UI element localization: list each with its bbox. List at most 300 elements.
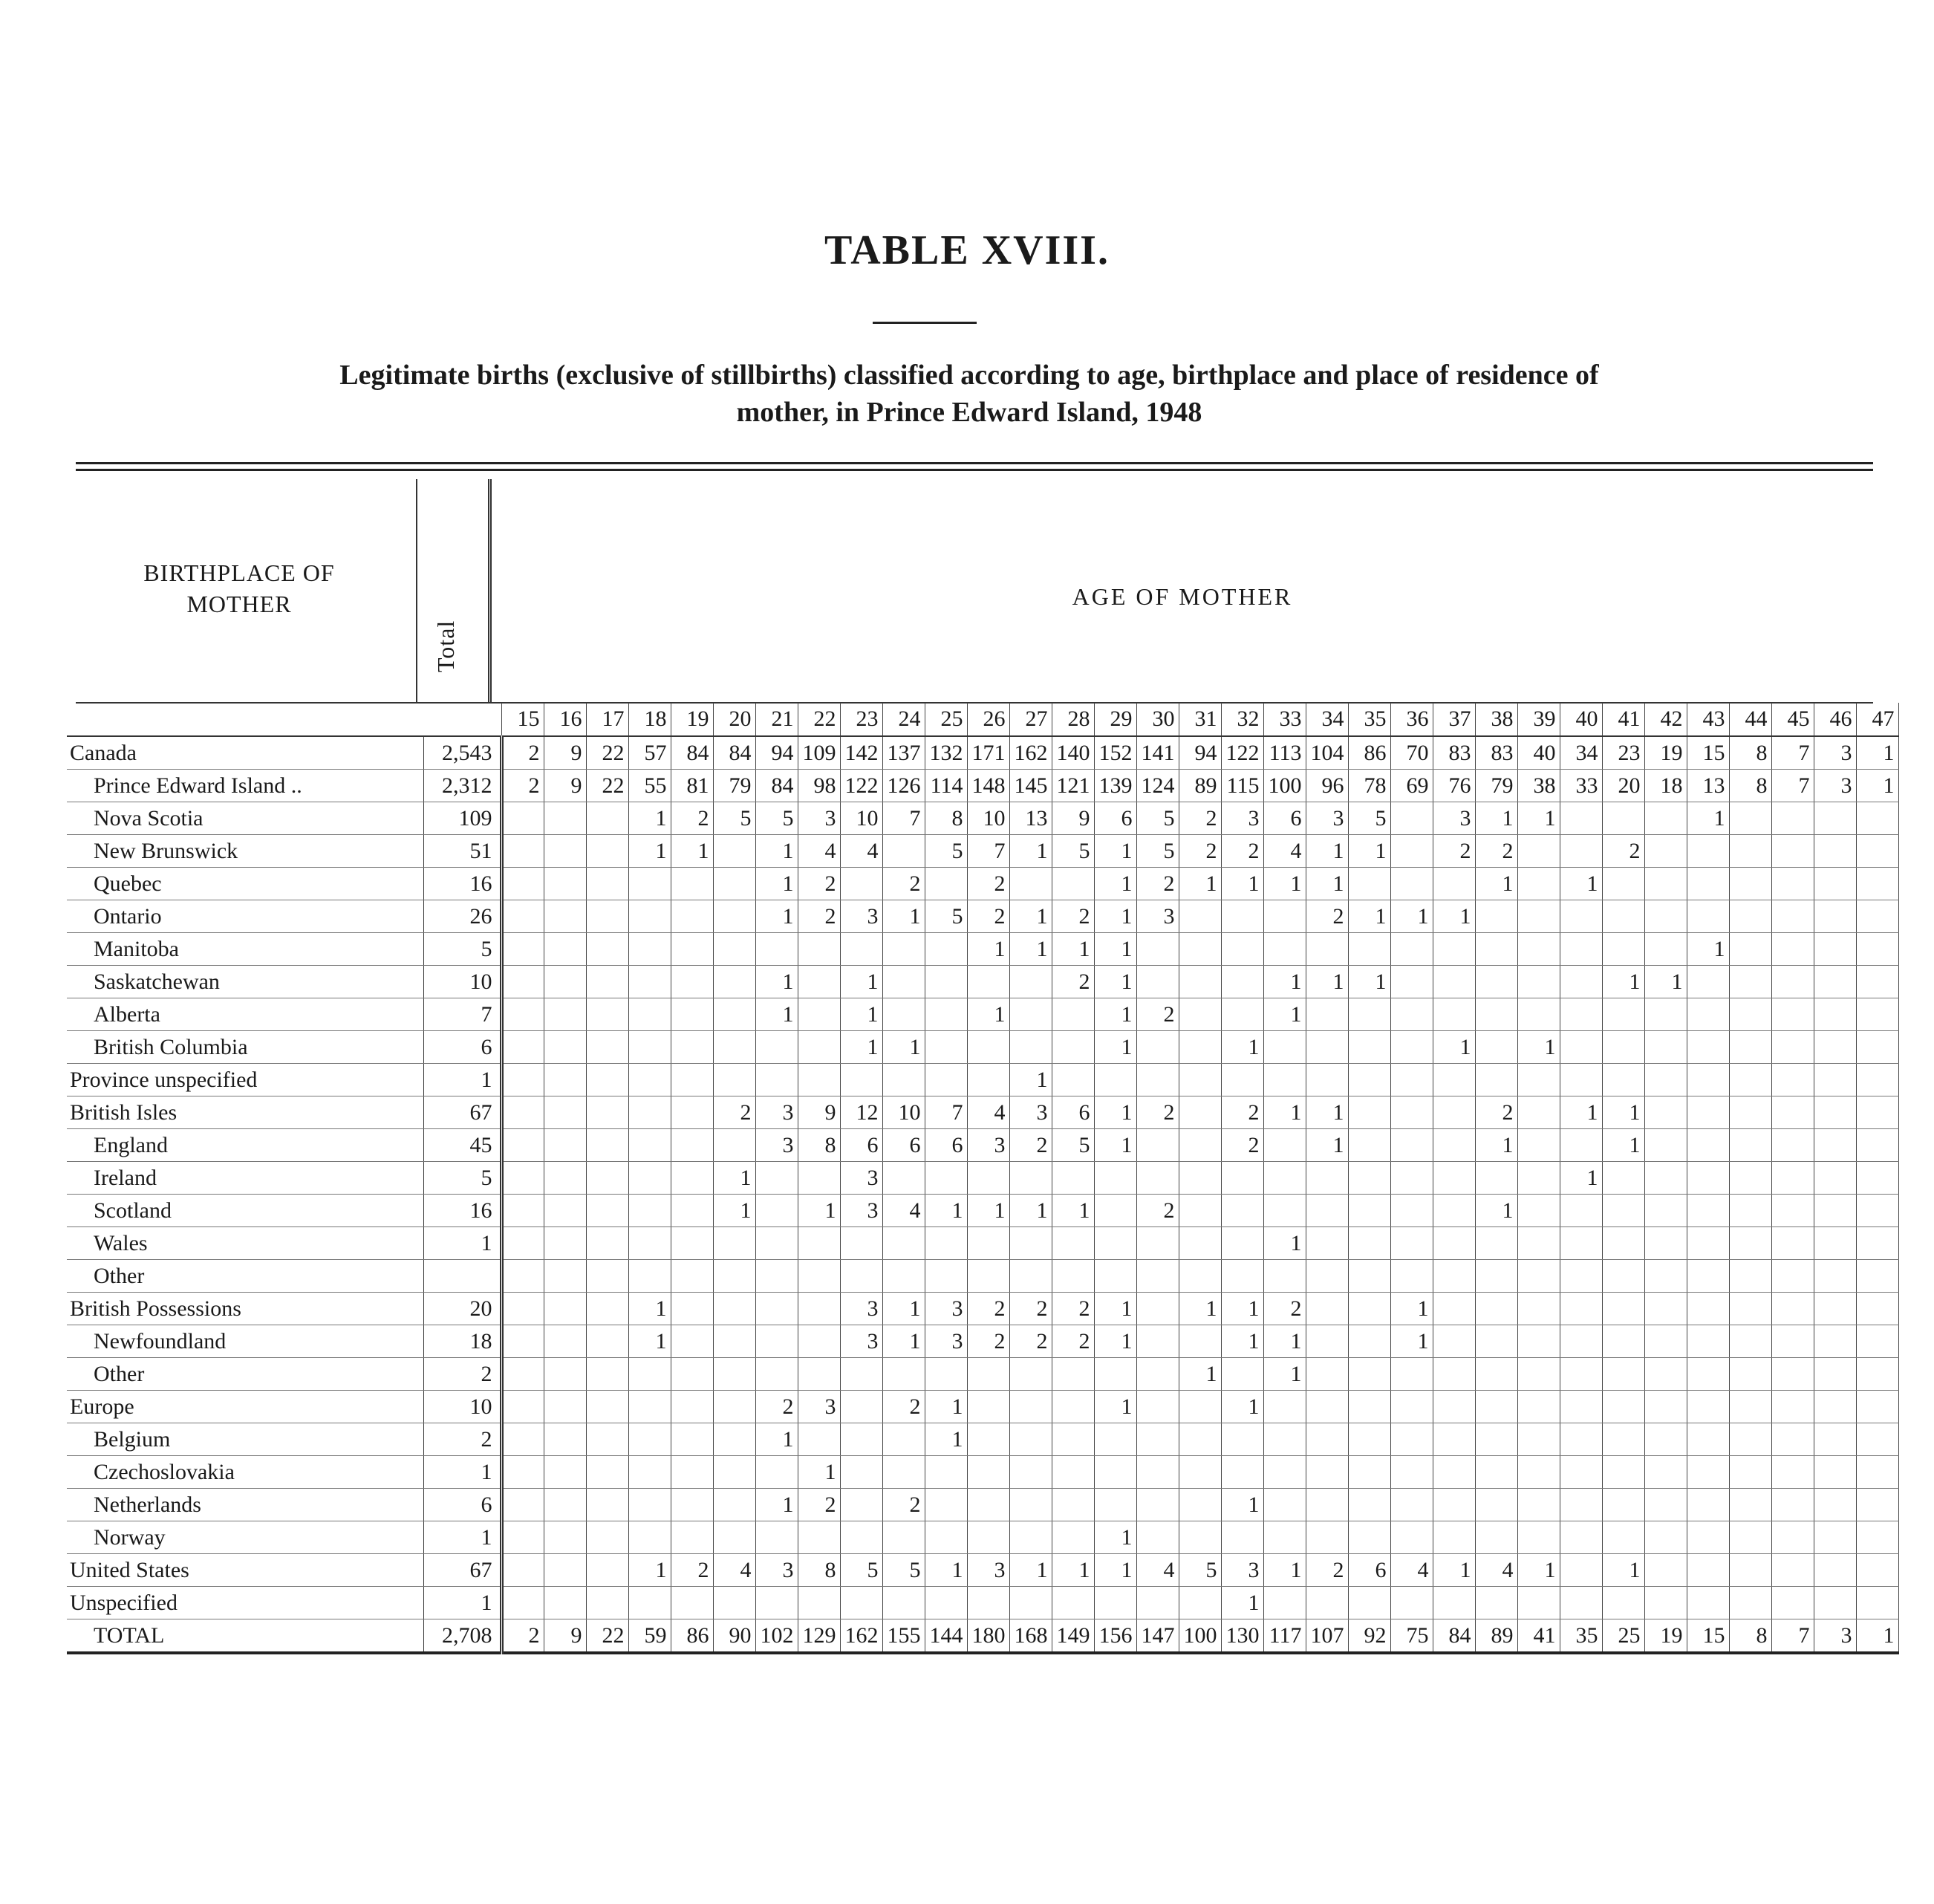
age-cell	[1475, 1391, 1517, 1423]
row-total: 7	[423, 998, 501, 1031]
age-cell	[1560, 1325, 1602, 1358]
age-cell	[671, 1227, 713, 1260]
age-cell: 1	[882, 1325, 925, 1358]
age-cell	[1517, 1064, 1560, 1096]
age-cell: 2	[967, 868, 1009, 900]
age-cell	[1348, 1096, 1390, 1129]
age-cell: 1	[1179, 1358, 1221, 1391]
age-cell: 6	[1263, 802, 1306, 835]
age-cell	[882, 835, 925, 868]
age-cell: 1	[1009, 835, 1052, 868]
age-cell	[1390, 998, 1433, 1031]
age-cell	[967, 1423, 1009, 1456]
row-total: 51	[423, 835, 501, 868]
age-cell	[544, 1391, 586, 1423]
age-cell	[1687, 1489, 1729, 1521]
age-cell: 1	[1052, 1554, 1094, 1587]
age-header-47: 47	[1856, 703, 1898, 736]
age-cell: 5	[925, 900, 967, 933]
age-cell	[713, 933, 755, 966]
age-cell: 2	[1009, 1129, 1052, 1162]
age-cell	[1475, 1456, 1517, 1489]
age-cell: 7	[1771, 1619, 1814, 1654]
age-cell	[586, 1423, 628, 1456]
age-cell: 4	[882, 1195, 925, 1227]
age-cell	[1179, 1227, 1221, 1260]
row-total: 2,312	[423, 770, 501, 802]
age-cell: 1	[1094, 1293, 1136, 1325]
age-cell: 152	[1094, 736, 1136, 770]
age-header-38: 38	[1475, 703, 1517, 736]
row-total: 109	[423, 802, 501, 835]
age-cell	[1221, 998, 1263, 1031]
age-cell	[1729, 933, 1771, 966]
header-blank-total	[423, 703, 501, 736]
age-cell	[1221, 900, 1263, 933]
age-cell	[840, 1423, 882, 1456]
age-cell: 1	[1009, 1064, 1052, 1096]
age-cell	[1517, 998, 1560, 1031]
age-cell: 2	[1136, 998, 1179, 1031]
age-cell	[1052, 1162, 1094, 1195]
age-cell	[1348, 1423, 1390, 1456]
age-cell	[1433, 1195, 1475, 1227]
age-cell	[1263, 1423, 1306, 1456]
age-cell	[1729, 1064, 1771, 1096]
row-total: 2	[423, 1358, 501, 1391]
age-cell: 1	[1306, 1129, 1348, 1162]
age-cell	[1433, 998, 1475, 1031]
age-cell: 1	[967, 1195, 1009, 1227]
age-cell: 7	[1771, 770, 1814, 802]
age-cell	[755, 1456, 798, 1489]
age-cell: 1	[1390, 1293, 1433, 1325]
age-header-30: 30	[1136, 703, 1179, 736]
age-cell	[501, 1554, 544, 1587]
age-cell	[1094, 1358, 1136, 1391]
age-cell	[1856, 1587, 1898, 1619]
row-label: New Brunswick	[67, 835, 423, 868]
age-cell: 7	[967, 835, 1009, 868]
age-cell	[1856, 1554, 1898, 1587]
age-cell	[1517, 835, 1560, 868]
age-cell	[1771, 1423, 1814, 1456]
age-cell	[1306, 1358, 1348, 1391]
age-cell	[501, 1358, 544, 1391]
age-cell	[1560, 1391, 1602, 1423]
row-label: Belgium	[67, 1423, 423, 1456]
age-cell: 2	[1475, 1096, 1517, 1129]
age-cell	[1390, 1162, 1433, 1195]
age-cell: 22	[586, 1619, 628, 1654]
age-cell	[798, 966, 840, 998]
age-cell	[755, 1521, 798, 1554]
row-total: 20	[423, 1293, 501, 1325]
table-row	[67, 1293, 1898, 1325]
age-cell	[1644, 1293, 1687, 1325]
age-cell: 6	[840, 1129, 882, 1162]
age-cell	[1179, 1162, 1221, 1195]
age-cell	[925, 1358, 967, 1391]
age-cell: 1	[1602, 1096, 1644, 1129]
age-cell: 1	[1348, 835, 1390, 868]
row-label: Czechoslovakia	[67, 1456, 423, 1489]
age-cell	[798, 1162, 840, 1195]
age-cell	[1306, 1489, 1348, 1521]
age-cell	[1560, 1064, 1602, 1096]
age-cell: 5	[1052, 835, 1094, 868]
birthplace-header-line-2: MOTHER	[186, 591, 292, 617]
age-cell	[925, 1162, 967, 1195]
age-cell	[755, 1293, 798, 1325]
age-cell	[1475, 1489, 1517, 1521]
age-cell	[925, 1227, 967, 1260]
age-cell: 6	[1052, 1096, 1094, 1129]
age-header-28: 28	[1052, 703, 1094, 736]
age-cell	[1856, 1064, 1898, 1096]
age-cell	[1771, 998, 1814, 1031]
age-cell	[1687, 1456, 1729, 1489]
age-cell	[1179, 1064, 1221, 1096]
age-cell	[1390, 1064, 1433, 1096]
age-header-19: 19	[671, 703, 713, 736]
age-cell	[1560, 1456, 1602, 1489]
age-cell: 3	[840, 1293, 882, 1325]
age-cell: 1	[755, 966, 798, 998]
age-cell	[1517, 1293, 1560, 1325]
age-cell	[1602, 998, 1644, 1031]
age-cell	[840, 1587, 882, 1619]
age-cell: 114	[925, 770, 967, 802]
age-cell	[1433, 1096, 1475, 1129]
age-cell	[586, 1489, 628, 1521]
age-cell: 2	[1221, 835, 1263, 868]
age-cell	[1814, 900, 1856, 933]
age-cell	[1814, 1260, 1856, 1293]
age-cell: 86	[1348, 736, 1390, 770]
age-cell: 2	[501, 736, 544, 770]
age-cell	[1856, 868, 1898, 900]
age-cell	[671, 1096, 713, 1129]
age-cell	[1009, 1358, 1052, 1391]
birthplace-header	[105, 557, 373, 620]
age-cell	[1136, 1325, 1179, 1358]
age-cell	[1009, 1423, 1052, 1456]
age-cell: 130	[1221, 1619, 1263, 1654]
age-cell	[1771, 1587, 1814, 1619]
age-header-39: 39	[1517, 703, 1560, 736]
age-cell	[798, 1031, 840, 1064]
age-cell: 1	[1856, 770, 1898, 802]
age-cell	[1221, 1423, 1263, 1456]
row-label: Nova Scotia	[67, 802, 423, 835]
age-cell	[882, 933, 925, 966]
age-cell: 1	[1094, 933, 1136, 966]
age-cell: 40	[1517, 736, 1560, 770]
row-total: 45	[423, 1129, 501, 1162]
age-cell	[1602, 933, 1644, 966]
age-cell: 113	[1263, 736, 1306, 770]
age-cell	[1560, 1031, 1602, 1064]
age-cell	[1433, 1227, 1475, 1260]
age-cell	[544, 998, 586, 1031]
age-cell	[1602, 1260, 1644, 1293]
age-cell	[671, 1521, 713, 1554]
age-cell	[1814, 1293, 1856, 1325]
age-cell	[1306, 1587, 1348, 1619]
age-cell	[798, 1227, 840, 1260]
age-cell	[1263, 1260, 1306, 1293]
age-cell: 1	[1390, 1325, 1433, 1358]
age-cell: 162	[1009, 736, 1052, 770]
age-cell	[544, 1195, 586, 1227]
age-cell	[1602, 802, 1644, 835]
age-cell	[586, 802, 628, 835]
age-cell	[1644, 1227, 1687, 1260]
age-cell	[1856, 1195, 1898, 1227]
age-cell	[1644, 1096, 1687, 1129]
age-cell	[1136, 1587, 1179, 1619]
age-cell	[628, 1096, 671, 1129]
age-cell	[925, 1456, 967, 1489]
age-cell: 2	[501, 1619, 544, 1654]
table-title: TABLE XVIII.	[824, 227, 1110, 273]
age-cell: 137	[882, 736, 925, 770]
age-cell	[1052, 1489, 1094, 1521]
table-header	[76, 479, 1873, 702]
age-cell: 2	[1306, 1554, 1348, 1587]
age-cell	[628, 1162, 671, 1195]
age-cell	[1348, 1129, 1390, 1162]
age-cell: 13	[1009, 802, 1052, 835]
age-cell: 96	[1306, 770, 1348, 802]
age-cell: 1	[1602, 966, 1644, 998]
age-cell	[925, 1587, 967, 1619]
age-cell: 8	[925, 802, 967, 835]
age-cell: 144	[925, 1619, 967, 1654]
age-cell	[501, 900, 544, 933]
row-total	[423, 1260, 501, 1293]
age-cell	[1814, 802, 1856, 835]
age-cell	[1560, 1129, 1602, 1162]
age-cell	[1433, 1129, 1475, 1162]
age-cell: 1	[671, 835, 713, 868]
age-cell	[1179, 900, 1221, 933]
age-cell	[1814, 1031, 1856, 1064]
age-cell	[1644, 868, 1687, 900]
age-cell: 2	[1221, 1096, 1263, 1129]
age-cell	[1263, 1521, 1306, 1554]
age-cell	[925, 1260, 967, 1293]
age-cell	[1009, 1521, 1052, 1554]
age-cell	[586, 1358, 628, 1391]
age-cell	[1602, 1325, 1644, 1358]
age-cell: 2	[1179, 802, 1221, 835]
age-header-29: 29	[1094, 703, 1136, 736]
age-header-37: 37	[1433, 703, 1475, 736]
row-total: 1	[423, 1521, 501, 1554]
age-cell	[798, 1064, 840, 1096]
age-cell: 2	[1306, 900, 1348, 933]
age-cell: 1	[1263, 998, 1306, 1031]
age-cell: 2	[1136, 868, 1179, 900]
age-cell	[671, 1358, 713, 1391]
age-cell	[1856, 1521, 1898, 1554]
age-cell	[1644, 1489, 1687, 1521]
age-cell	[1433, 1162, 1475, 1195]
age-cell	[1602, 1423, 1644, 1456]
age-cell	[967, 1162, 1009, 1195]
age-cell	[586, 1227, 628, 1260]
age-cell: 1	[713, 1195, 755, 1227]
age-cell	[628, 933, 671, 966]
age-cell	[1687, 1260, 1729, 1293]
age-cell	[1179, 1031, 1221, 1064]
table-row	[67, 1031, 1898, 1064]
age-cell: 2	[882, 1489, 925, 1521]
age-cell: 3	[840, 1325, 882, 1358]
age-cell: 92	[1348, 1619, 1390, 1654]
table-row	[67, 1554, 1898, 1587]
age-cell	[1263, 1456, 1306, 1489]
age-cell: 94	[1179, 736, 1221, 770]
age-cell	[1517, 1358, 1560, 1391]
age-cell	[1602, 1391, 1644, 1423]
age-cell	[1644, 1423, 1687, 1456]
row-label: British Columbia	[67, 1031, 423, 1064]
age-cell	[1263, 1031, 1306, 1064]
age-cell	[840, 1456, 882, 1489]
age-cell: 1	[628, 802, 671, 835]
age-cell	[586, 1293, 628, 1325]
age-cell	[1433, 1293, 1475, 1325]
age-cell	[671, 1489, 713, 1521]
age-cell: 2	[1009, 1293, 1052, 1325]
age-cell	[1179, 1423, 1221, 1456]
age-cell	[1517, 1260, 1560, 1293]
age-cell	[1644, 1587, 1687, 1619]
age-cell: 7	[925, 1096, 967, 1129]
age-cell	[586, 1129, 628, 1162]
age-cell: 107	[1306, 1619, 1348, 1654]
age-cell	[840, 1489, 882, 1521]
age-header-33: 33	[1263, 703, 1306, 736]
age-cell: 1	[1687, 802, 1729, 835]
age-cell	[501, 1031, 544, 1064]
age-cell	[1644, 1358, 1687, 1391]
age-cell	[1771, 1096, 1814, 1129]
age-cell	[1687, 1587, 1729, 1619]
age-cell	[840, 933, 882, 966]
age-cell: 3	[798, 802, 840, 835]
row-label: Other	[67, 1358, 423, 1391]
age-cell	[1306, 1195, 1348, 1227]
age-cell	[1602, 1293, 1644, 1325]
age-cell: 2	[501, 770, 544, 802]
age-cell	[628, 966, 671, 998]
age-cell	[1221, 966, 1263, 998]
row-label: United States	[67, 1554, 423, 1587]
age-cell	[1771, 966, 1814, 998]
age-cell	[798, 1587, 840, 1619]
age-cell	[1687, 1031, 1729, 1064]
age-cell	[544, 966, 586, 998]
age-cell	[586, 1554, 628, 1587]
age-cell: 122	[840, 770, 882, 802]
row-total: 18	[423, 1325, 501, 1358]
age-cell	[1644, 1521, 1687, 1554]
age-cell	[1052, 998, 1094, 1031]
title-rule	[873, 322, 977, 324]
age-cell: 1	[1263, 1554, 1306, 1587]
age-cell: 1	[1094, 835, 1136, 868]
age-cell: 1	[1221, 1325, 1263, 1358]
age-cell: 1	[925, 1195, 967, 1227]
age-cell	[628, 998, 671, 1031]
age-cell: 2	[1433, 835, 1475, 868]
age-cell	[1136, 933, 1179, 966]
age-cell: 171	[967, 736, 1009, 770]
age-cell	[1560, 966, 1602, 998]
age-cell	[628, 1195, 671, 1227]
age-cell	[1433, 1260, 1475, 1293]
age-cell	[586, 868, 628, 900]
age-cell	[840, 1227, 882, 1260]
age-cell	[586, 966, 628, 998]
age-cell	[1814, 998, 1856, 1031]
age-cell	[1306, 1064, 1348, 1096]
age-cell: 1	[882, 1293, 925, 1325]
age-cell: 9	[798, 1096, 840, 1129]
age-cell: 2	[1221, 1129, 1263, 1162]
age-cell	[713, 1391, 755, 1423]
age-cell: 3	[755, 1554, 798, 1587]
age-cell	[1644, 998, 1687, 1031]
age-cell	[1009, 868, 1052, 900]
row-label: Province unspecified	[67, 1064, 423, 1096]
age-cell	[1729, 1358, 1771, 1391]
row-label: Unspecified	[67, 1587, 423, 1619]
age-cell: 79	[1475, 770, 1517, 802]
age-cell	[1729, 835, 1771, 868]
age-cell	[1221, 1260, 1263, 1293]
age-cell	[1771, 1489, 1814, 1521]
age-cell	[1517, 1162, 1560, 1195]
age-header-16: 16	[544, 703, 586, 736]
age-cell: 3	[1814, 736, 1856, 770]
age-cell	[755, 1064, 798, 1096]
age-cell: 145	[1009, 770, 1052, 802]
age-cell	[1433, 1587, 1475, 1619]
table-row	[67, 868, 1898, 900]
age-cell	[628, 1260, 671, 1293]
age-cell	[1306, 1325, 1348, 1358]
age-cell: 5	[925, 835, 967, 868]
age-cell: 84	[713, 736, 755, 770]
age-cell: 1	[755, 998, 798, 1031]
table-row	[67, 1260, 1898, 1293]
age-cell	[1560, 1358, 1602, 1391]
row-total: 2	[423, 1423, 501, 1456]
age-cell	[1052, 1260, 1094, 1293]
row-label: England	[67, 1129, 423, 1162]
age-cell	[501, 835, 544, 868]
age-cell	[1390, 1521, 1433, 1554]
age-cell	[1517, 1489, 1560, 1521]
age-cell	[798, 1260, 840, 1293]
age-cell	[671, 1064, 713, 1096]
age-cell	[586, 1260, 628, 1293]
